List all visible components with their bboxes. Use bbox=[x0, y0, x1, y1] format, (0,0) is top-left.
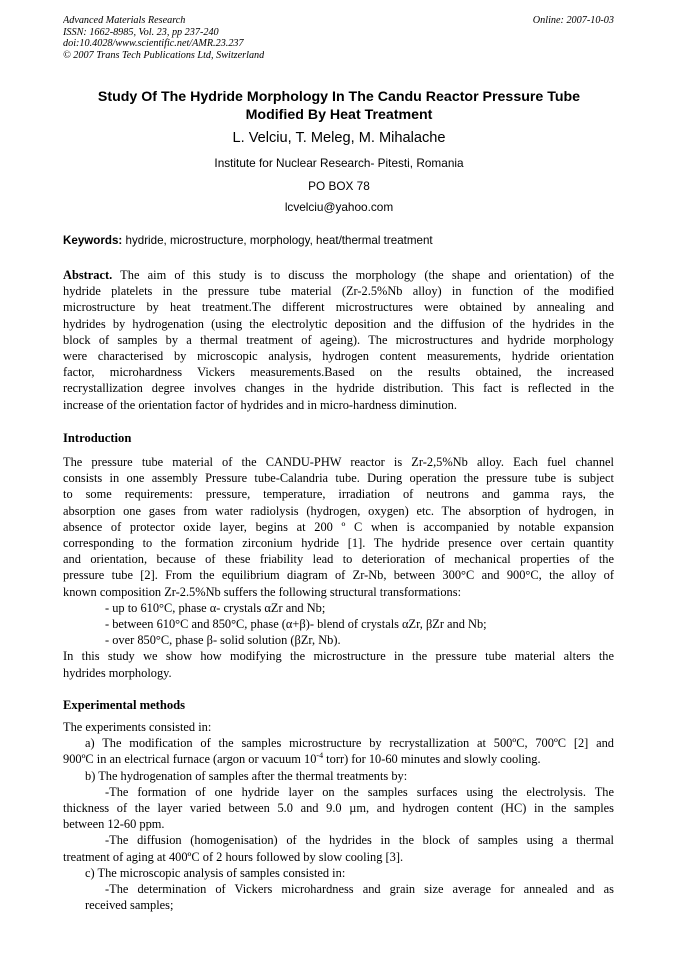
abstract-line: block of samples by a thermal treatment of ageing). The microstructures and hydride morphology bbox=[63, 332, 614, 347]
intro-line: The pressure tube material of the CANDU-PHW reactor is Zr-2,5%Nb alloy. Each fuel channel bbox=[63, 455, 614, 469]
intro-line: absorption one gases from water radiolysis (hydrogen, oxygen) etc. The absorption of hydrogen, in bbox=[63, 503, 614, 518]
section-heading-experimental-methods: Experimental methods bbox=[63, 698, 186, 712]
exp-line: thickness of the layer varied between 5.0 and 9.0 µm, and hydrogen content (HC) in the samples bbox=[63, 801, 614, 816]
exp-line: The experiments consisted in: bbox=[63, 720, 212, 734]
abstract-line: microstructure by heat treatment.The different microstructures were obtained by annealing and bbox=[63, 300, 614, 315]
exp-line: -The formation of one hydride layer on the samples surfaces using the electrolysis. The bbox=[105, 784, 614, 799]
po-box: PO BOX 78 bbox=[308, 179, 370, 193]
exp-list-item-b: b) The hydrogenation of samples after the thermal treatments by: bbox=[85, 768, 408, 783]
exp-list-item-a: a) The modification of the samples microstructure by recrystallization at 500ºC, 700ºC [2] and bbox=[85, 736, 614, 751]
journal-header bbox=[63, 15, 264, 61]
abstract-line: hydrides by hydrogenation (using the electrolytic deposition and the diffusion of the hydrides in the bbox=[63, 316, 614, 331]
intro-line: hydrides morphology. bbox=[63, 665, 172, 680]
intro-line: and orientation, because of these friability lead to deterioration of mechanical properties of the bbox=[63, 552, 614, 567]
authors: L. Velciu, T. Meleg, M. Mihalache bbox=[232, 130, 446, 146]
exp-list-item-c: c) The microscopic analysis of samples consisted in: bbox=[85, 865, 346, 880]
title-line-1: Study Of The Hydride Morphology In The Candu Reactor Pressure Tube bbox=[97, 89, 581, 105]
abstract-line: factor, microhardness Vickers measurements.Based on the results obtained, the increased bbox=[63, 365, 614, 380]
intro-bullet: - up to 610°C, phase α- crystals αZr and Nb; bbox=[105, 600, 326, 615]
abstract-label: Abstract. bbox=[63, 268, 113, 282]
keywords bbox=[63, 234, 433, 247]
abstract-line: Abstract. The aim of this study is to discuss the morphology (the shape and orientation) of the bbox=[63, 268, 614, 282]
exp-line: -The determination of Vickers microhardness and grain size average for annealed and as bbox=[105, 882, 614, 897]
abstract bbox=[63, 267, 614, 413]
exp-line: -The diffusion (homogenisation) of the hydrides in the block of samples using a thermal bbox=[105, 833, 614, 848]
introduction-body bbox=[63, 454, 614, 681]
abstract-line: were characterised by microscopic analysis, hydrogen content measurements, hydride orientation bbox=[63, 349, 614, 364]
doi: doi:10.4028/www.scientific.net/AMR.23.237 bbox=[63, 38, 244, 50]
abstract-line: hydride platelets in the pressure tube material (Zr-2.5%Nb alloy) in function of the modified bbox=[63, 284, 614, 299]
exp-line: treatment of aging at 400ºC of 2 hours followed by slow cooling [3]. bbox=[63, 849, 404, 864]
intro-line: In this study we show how modifying the microstructure in the pressure tube material alters the bbox=[63, 649, 614, 664]
intro-line: consists in one assembly Pressure tube-Calandria tube. During operation the pressure tube is subject bbox=[63, 471, 614, 486]
exp-line: received samples; bbox=[85, 898, 174, 913]
journal-name: Advanced Materials Research bbox=[63, 15, 186, 26]
affiliation: Institute for Nuclear Research- Pitesti, Romania bbox=[214, 156, 464, 170]
intro-line: corresponding to the formation zirconium hydride [1]. The hydride presence over certain quantity bbox=[63, 536, 614, 551]
exp-line: 900ºC in an electrical furnace (argon or vacuum $10^{-4}$ torr) for 10-60 minutes and slowly cooling. bbox=[63, 751, 541, 767]
abstract-line: increase of the orientation factor of hydrides and in micro-hardness diminution. bbox=[63, 397, 457, 412]
keywords-text: hydride, microstructure, morphology, heat/thermal treatment bbox=[122, 234, 433, 247]
experimental-body bbox=[63, 719, 614, 913]
copyright: © 2007 Trans Tech Publications Ltd, Switzerland bbox=[63, 49, 265, 61]
intro-line: to some requirements: pressure, temperature, irradiation of neutrons and gamma rays, the bbox=[63, 487, 614, 502]
paper-title bbox=[40, 88, 638, 124]
abstract-line: recrystallization degree involves changes in the hydride distribution. This fact is reflected in the bbox=[63, 381, 614, 396]
intro-line: absence of protector oxide layer, begins at 200 º C when is accompanied by notable expansion bbox=[63, 519, 614, 534]
email: lcvelciu@yahoo.com bbox=[284, 200, 394, 214]
section-heading-introduction: Introduction bbox=[63, 431, 132, 445]
intro-bullet: - between 610°C and 850°C, phase (α+β)- blend of crystals αZr, βZr and Nb; bbox=[105, 617, 487, 632]
intro-line: pressure tube [2]. From the equilibrium diagram of Zr-Nb, between 300°C and 900°C, the alloy of bbox=[63, 568, 614, 583]
exp-line: between 12-60 ppm. bbox=[63, 817, 165, 832]
issn: ISSN: 1662-8985, Vol. 23, pp 237-240 bbox=[63, 26, 219, 38]
online-date: Online: 2007-10-03 bbox=[532, 15, 614, 26]
intro-bullet: - over 850°C, phase β- solid solution (βZr, Nb). bbox=[105, 633, 341, 648]
title-line-2: Modified By Heat Treatment bbox=[245, 107, 433, 123]
keywords-label: Keywords: bbox=[63, 234, 123, 247]
intro-line: known composition Zr-2.5%Nb suffers the following structural transformations: bbox=[63, 584, 462, 599]
